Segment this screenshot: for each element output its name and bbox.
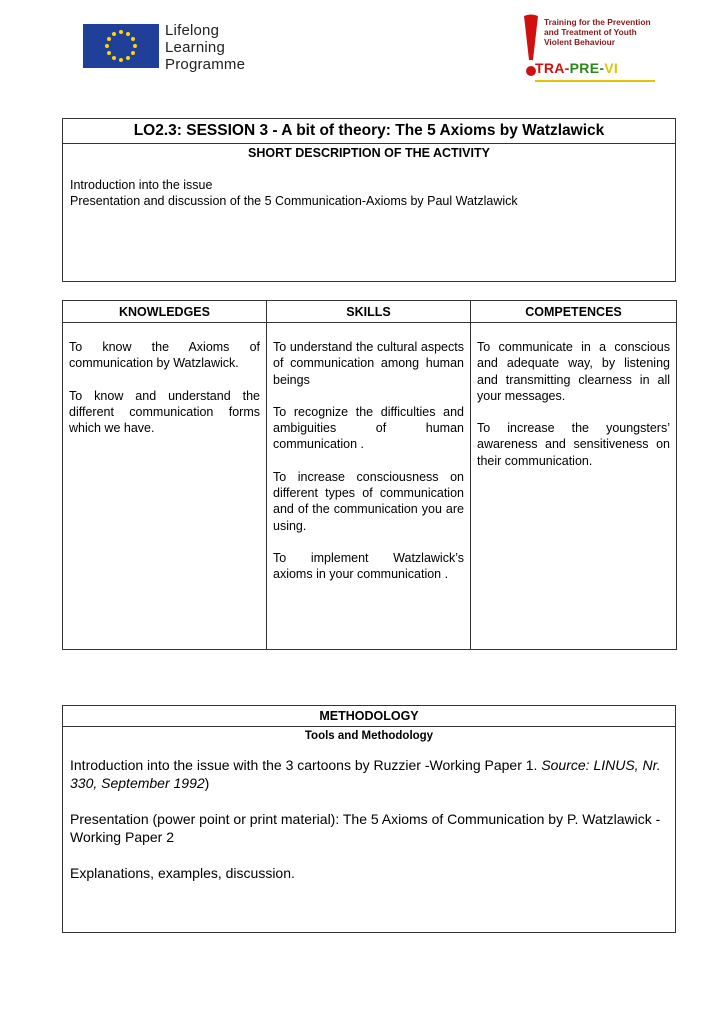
methodology-paragraph-1 xyxy=(70,756,665,792)
skill-item: To implement Watzlawick’s axioms in your communication . xyxy=(273,550,464,582)
competences-header: COMPETENCES xyxy=(471,301,677,323)
description-line-1: Introduction into the issue xyxy=(70,178,213,192)
skills-cell xyxy=(267,323,471,650)
competences-cell xyxy=(471,323,677,650)
trapre-subtitle-line-3: Violent Behaviour xyxy=(544,37,616,47)
methodology-paragraph-3: Explanations, examples, discussion. xyxy=(70,865,295,881)
trapre-subtitle xyxy=(544,17,651,47)
eu-flag-logo xyxy=(83,24,159,68)
eu-line-3: Programme xyxy=(165,56,246,73)
page-header xyxy=(0,0,725,100)
short-description-body xyxy=(70,177,675,209)
skills-header: SKILLS xyxy=(267,301,471,323)
methodology-paragraph-2: Presentation (power point or print material): The 5 Axioms of Communication by P. Watzlawick - Working Paper 2 xyxy=(70,811,661,845)
session-box xyxy=(62,118,676,282)
trapre-logo-part-2: PRE- xyxy=(569,60,605,76)
trapre-subtitle-line-1: Training for the Prevention xyxy=(544,17,651,27)
eu-line-2: Learning xyxy=(165,39,225,56)
skill-item: To increase consciousness on different types of communication and of the communication you are using. xyxy=(273,469,464,533)
kse-table xyxy=(62,300,677,650)
kse-header-row xyxy=(63,301,677,323)
knowledge-item: To know and understand the different communication forms which we have. xyxy=(69,388,260,436)
methodology-title: METHODOLOGY xyxy=(63,706,675,727)
knowledges-cell xyxy=(63,323,267,650)
session-title: LO2.3: SESSION 3 - A bit of theory: The 5 Axioms by Watzlawick xyxy=(63,119,675,144)
knowledge-item: To know the Axioms of communication by Watzlawick. xyxy=(69,340,260,371)
methodology-body xyxy=(70,756,665,882)
skill-item: To recognize the difficulties and ambiguities of human communication . xyxy=(273,404,464,452)
methodology-p1-text: Introduction into the issue with the 3 cartoons by Ruzzier -Working Paper 1. xyxy=(70,757,542,773)
methodology-p1-end: ) xyxy=(204,775,210,791)
eu-programme-label xyxy=(165,22,245,73)
competence-item: To increase the youngsters’ awareness and sensitiveness on their communication. xyxy=(477,421,670,468)
kse-body-row xyxy=(63,323,677,650)
methodology-subtitle: Tools and Methodology xyxy=(304,730,434,742)
trapre-logo-part-1: TRA- xyxy=(535,60,570,76)
trapre-logo xyxy=(535,60,618,76)
competence-item: To communicate in a conscious and adequate way, by listening and transmitting clearness in all your messages. xyxy=(477,340,670,403)
short-description-heading: SHORT DESCRIPTION OF THE ACTIVITY xyxy=(248,146,490,160)
eu-stars-icon xyxy=(83,24,159,68)
trapre-underline xyxy=(535,80,655,82)
knowledges-header: KNOWLEDGES xyxy=(63,301,267,323)
trapre-logo-part-3: VI xyxy=(604,60,619,76)
description-line-2: Presentation and discussion of the 5 Communication-Axioms by Paul Watzlawick xyxy=(70,194,518,208)
skill-item: To understand the cultural aspects of communication among human beings xyxy=(273,340,464,387)
trapre-subtitle-line-2: and Treatment of Youth xyxy=(544,27,637,37)
methodology-box xyxy=(62,705,676,933)
eu-line-1: Lifelong xyxy=(165,22,220,39)
methodology-source: Source: LINUS, Nr. 330, September 1992 xyxy=(70,757,661,791)
